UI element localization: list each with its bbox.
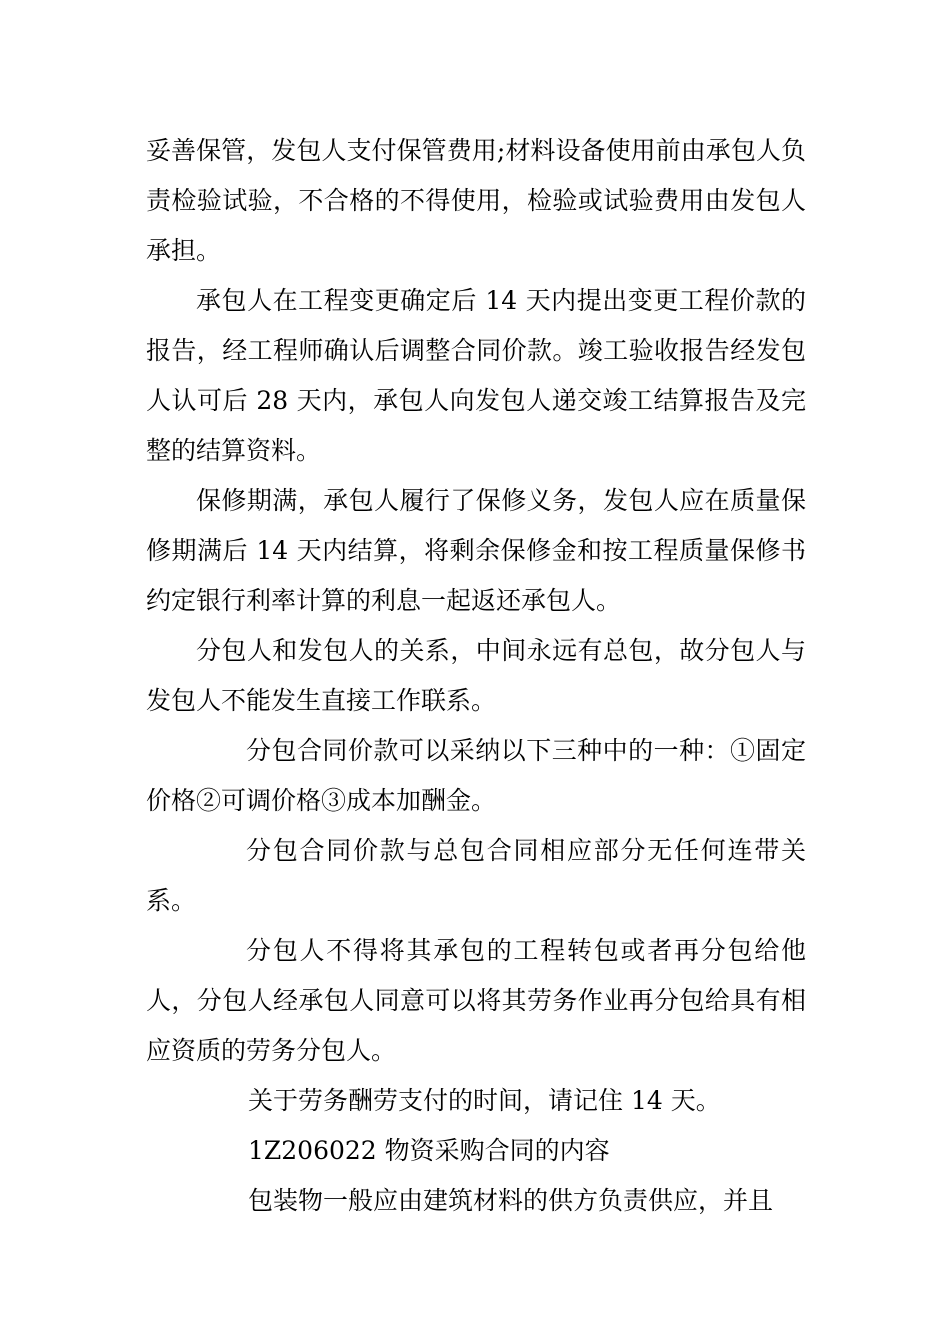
paragraph-subcontract-price-independence: 分包合同价款与总包合同相应部分无任何连带关系。 <box>146 836 806 915</box>
paragraph-subcontract-price-types: 分包合同价款可以采纳以下三种中的一种：①固定价格②可调价格③成本加酬金。 <box>146 736 806 815</box>
paragraph-engineering-change: 承包人在工程变更确定后 14 天内提出变更工程价款的报告，经工程师确认后调整合同价款。竣工验收报告经发包人认可后 28 天内，承包人向发包人递交竣工结算报告及完整的结算资料。 <box>146 286 806 465</box>
paragraph-packaging: 包装物一般应由建筑材料的供方负责供应，并且 <box>248 1186 774 1215</box>
paragraph-labor-payment: 关于劳务酬劳支付的时间，请记住 14 天。 <box>248 1086 721 1115</box>
paragraph-warranty-settlement: 保修期满，承包人履行了保修义务，发包人应在质量保修期满后 14 天内结算，将剩余保修金和按工程质量保修书约定银行利率计算的利息一起返还承包人。 <box>146 486 806 615</box>
paragraph-no-resubcontract: 分包人不得将其承包的工程转包或者再分包给他人，分包人经承包人同意可以将其劳务作业再分包给具有相应资质的劳务分包人。 <box>146 936 806 1065</box>
section-heading-procurement-contract: 1Z206022 物资采购合同的内容 <box>248 1136 610 1165</box>
paragraph-subcontractor-relation: 分包人和发包人的关系，中间永远有总包，故分包人与发包人不能发生直接工作联系。 <box>146 636 806 715</box>
paragraph-material-custody: 妥善保管，发包人支付保管费用;材料设备使用前由承包人负责检验试验，不合格的不得使用，检验或试验费用由发包人承担。 <box>146 136 806 265</box>
